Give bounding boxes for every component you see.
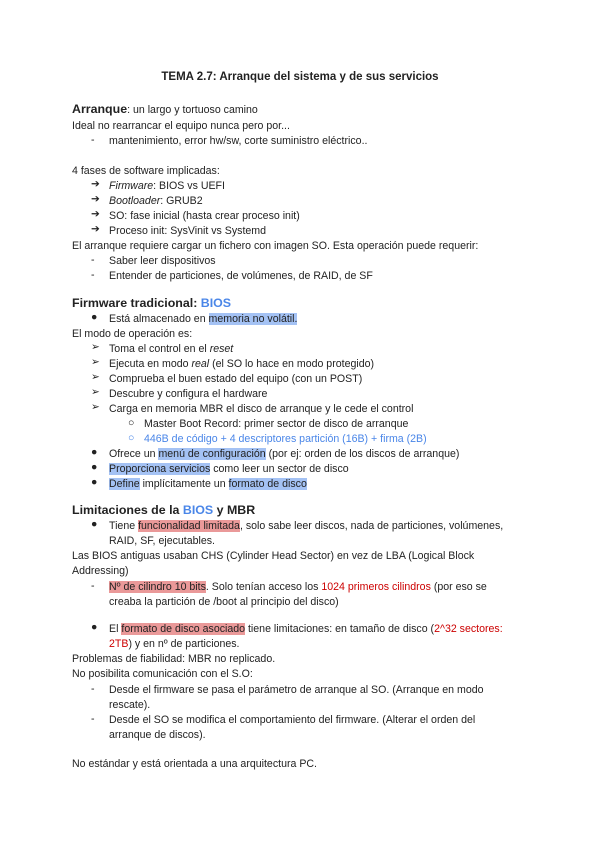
list-item [109,357,374,371]
circle-bullet: ○ [128,417,135,429]
dash-bullet: - [91,269,95,281]
list-item: Descubre y configura el hardware [109,388,268,400]
section-firmware-heading [72,296,231,311]
list-item [109,194,203,208]
paragraph: El modo de operación es: [72,328,193,340]
highlight: memoria no volátil. [208,313,298,325]
text: Toma el control en el [109,343,210,355]
list-item [109,580,487,594]
triangle-bullet-icon: ➢ [91,356,100,368]
text: . Solo tenían acceso los [205,581,322,593]
heading-bios: BIOS [200,296,232,310]
heading-text: Firmware tradicional: [72,296,201,310]
list-item [109,622,503,636]
list-item: SO: fase inicial (hasta crear proceso init) [109,210,300,222]
highlight-red: funcionalidad limitada [138,520,240,532]
text: (el SO lo hace en modo protegido) [209,358,375,370]
dash-bullet: - [91,713,95,725]
heading-rest: : un largo y tortuoso camino [127,104,258,116]
text: como leer un sector de disco [210,463,349,475]
heading-text: Arranque [72,102,128,116]
phase-text: : GRUB2 [160,195,203,207]
text: , solo sabe leer discos, nada de particiones, volúmenes, [239,520,504,532]
text: El [109,623,122,635]
list-item [109,179,225,193]
highlight: Define [109,478,140,490]
triangle-bullet-icon: ➢ [91,401,100,413]
arrow-bullet-icon: ➔ [91,193,100,205]
list-item: Comprueba el buen estado del equipo (con un POST) [109,373,363,385]
paragraph: No posibilita comunicación con el S.O: [72,668,253,680]
list-item: Proceso init: SysVinit vs Systemd [109,225,267,237]
heading-text: y MBR [213,503,256,517]
dash-bullet: - [91,580,95,592]
phase-text: : BIOS vs UEFI [153,180,225,192]
phase-label: Bootloader [109,195,161,207]
paragraph: Problemas de fiabilidad: MBR no replicado. [72,653,276,665]
list-item [109,462,349,476]
list-item: mantenimiento, error hw/sw, corte suministro eléctrico.. [109,135,368,147]
text: Tiene [109,520,139,532]
list-item: Carga en memoria MBR el disco de arranque y le cede el control [109,403,414,415]
dash-bullet: - [91,254,95,266]
sub-item: 446B de código + 4 descriptores partición (16B) + firma (2B) [144,433,427,445]
text: Ofrece un [109,448,159,460]
arrow-bullet-icon: ➔ [91,178,100,190]
list-item [109,447,459,461]
list-item [109,519,503,533]
bullet-dot: ● [91,621,98,633]
bullet-dot: ● [91,461,98,473]
bullet-dot: ● [91,311,98,323]
list-item [109,342,233,356]
list-item: Desde el firmware se pasa el parámetro de arranque al SO. (Arranque en modo [109,684,484,696]
italic-text: real [191,358,210,370]
heading-bios: BIOS [182,503,214,517]
paragraph: Las BIOS antiguas usaban CHS (Cylinder Head Sector) en vez de LBA (Logical Block [72,550,475,562]
list-item-cont: RAID, SF, ejecutables. [109,535,215,547]
list-item [109,312,297,326]
text: Está almacenado en [109,313,209,325]
section-arranque-heading [72,102,258,117]
paragraph: Addressing) [72,565,129,577]
arrow-bullet-icon: ➔ [91,223,100,235]
paragraph: No estándar y está orientada a una arquitectura PC. [72,758,317,770]
bullet-dot: ● [91,446,98,458]
phase-label: Firmware [109,180,154,192]
highlight-red: Nº de cilindro 10 bits [109,581,206,593]
list-item-cont [109,637,239,651]
highlight: Proporciona servicios [109,463,211,475]
highlight: formato de disco [228,478,307,490]
paragraph: 4 fases de software implicadas: [72,165,220,177]
dash-bullet: - [91,134,95,146]
paragraph: Ideal no rearrancar el equipo nunca pero por... [72,120,290,132]
highlight-red: formato de disco asociado [121,623,246,635]
italic-text: reset [209,343,234,355]
list-item-cont: creaba la partición de /boot al principio del disco) [109,596,339,608]
bullet-dot: ● [91,518,98,530]
triangle-bullet-icon: ➢ [91,371,100,383]
red-text: 2^32 sectores: [434,623,503,635]
arrow-bullet-icon: ➔ [91,208,100,220]
paragraph: El arranque requiere cargar un fichero con imagen SO. Esta operación puede requerir: [72,240,479,252]
text: Ejecuta en modo [109,358,192,370]
text: (por ej: orden de los discos de arranque) [265,448,460,460]
triangle-bullet-icon: ➢ [91,386,100,398]
bullet-dot: ● [91,476,98,488]
red-text: 2TB [109,638,129,650]
list-item [109,477,307,491]
list-item-cont: arranque de discos). [109,729,206,741]
highlight: menú de configuración [158,448,266,460]
heading-text: Limitaciones de la [72,503,183,517]
dash-bullet: - [91,683,95,695]
circle-bullet: ○ [128,432,135,444]
list-item: Saber leer dispositivos [109,255,216,267]
sub-item: Master Boot Record: primer sector de disco de arranque [144,418,409,430]
text: (por eso se [430,581,487,593]
list-item: Entender de particiones, de volúmenes, de RAID, de SF [109,270,373,282]
section-limitaciones-heading [72,503,255,518]
list-item: Desde el SO se modifica el comportamiento del firmware. (Alterar el orden del [109,714,476,726]
text: tiene limitaciones: en tamaño de disco ( [245,623,435,635]
red-text: 1024 primeros cilindros [321,581,431,593]
page-title: TEMA 2.7: Arranque del sistema y de sus servicios [161,71,439,83]
triangle-bullet-icon: ➢ [91,341,100,353]
list-item-cont: rescate). [109,699,151,711]
text: ) y en nº de particiones. [128,638,240,650]
text: implícitamente un [139,478,229,490]
